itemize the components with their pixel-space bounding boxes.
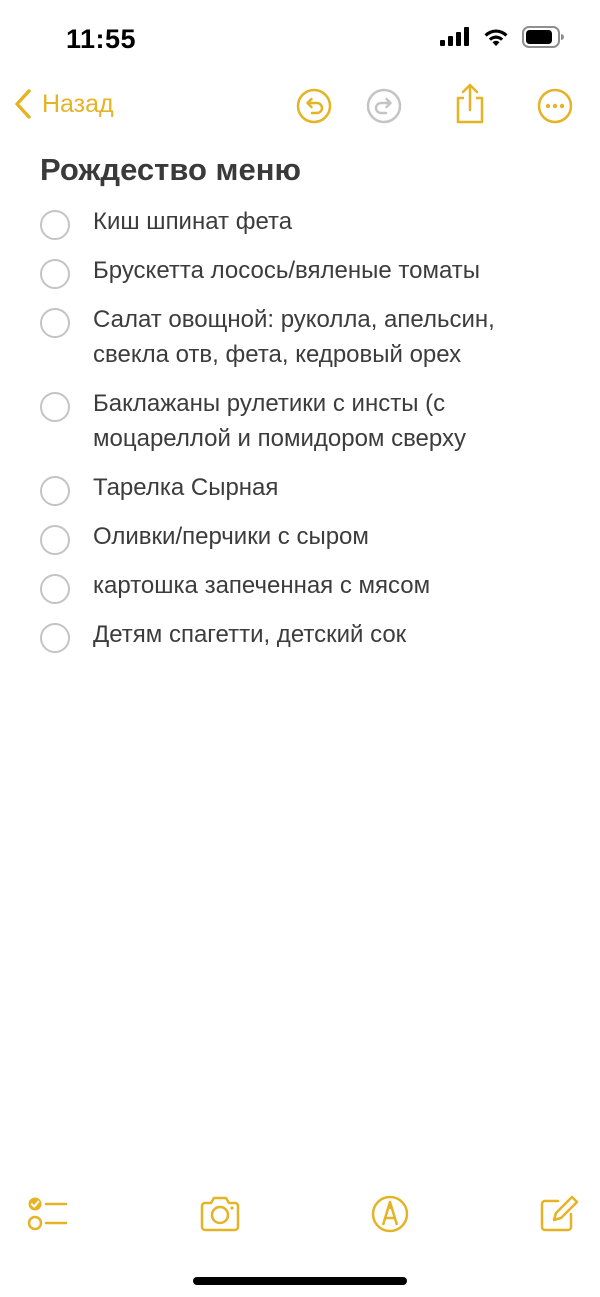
checklist-item-text[interactable]: Баклажаны рулетики с инсты (с моцареллой и помидором сверху	[93, 390, 466, 452]
cellular-signal-icon	[440, 27, 470, 47]
compose-button[interactable]	[536, 1192, 580, 1236]
checklist-item	[0, 568, 600, 603]
checklist-item-text[interactable]: Салат овощной: руколла, апельсин, свекла отв, фета, кедровый орех	[93, 306, 495, 368]
camera-icon	[198, 1192, 242, 1236]
checklist-item	[0, 617, 600, 652]
checklist-item-text[interactable]: Киш шпинат фета	[93, 208, 293, 235]
checklist-item	[0, 204, 600, 239]
markup-pen-icon	[368, 1192, 412, 1236]
checklist	[0, 204, 600, 666]
undo-button[interactable]	[294, 86, 334, 126]
checklist-item	[0, 386, 600, 456]
checkbox-circle-icon[interactable]	[40, 210, 70, 240]
redo-icon	[364, 86, 404, 126]
checkbox-circle-icon[interactable]	[40, 525, 70, 555]
status-time: 11:55	[66, 24, 137, 54]
checklist-icon	[26, 1192, 70, 1236]
camera-button[interactable]	[198, 1192, 242, 1236]
checkbox-circle-icon[interactable]	[40, 623, 70, 653]
checklist-item-text[interactable]: Брускетта лосось/вяленые томаты	[93, 257, 480, 284]
checkbox-circle-icon[interactable]	[40, 308, 70, 338]
note-title[interactable]: Рождество меню	[40, 152, 301, 187]
checklist-item-text[interactable]: картошка запеченная с мясом	[93, 572, 431, 599]
battery-icon	[522, 26, 564, 48]
checklist-item	[0, 470, 600, 505]
back-label: Назад	[42, 89, 114, 118]
chevron-left-icon	[12, 88, 34, 120]
checklist-item	[0, 253, 600, 288]
checklist-item	[0, 519, 600, 554]
checkbox-circle-icon[interactable]	[40, 476, 70, 506]
more-button[interactable]	[535, 86, 575, 126]
nav-bar	[0, 80, 600, 134]
checkbox-circle-icon[interactable]	[40, 259, 70, 289]
checklist-item-text[interactable]: Детям спагетти, детский сок	[93, 621, 407, 648]
more-icon	[535, 86, 575, 126]
checkbox-circle-icon[interactable]	[40, 392, 70, 422]
bottom-toolbar	[0, 1190, 600, 1238]
share-button[interactable]	[450, 82, 490, 122]
checklist-item-text[interactable]: Оливки/перчики с сыром	[93, 523, 369, 550]
checklist-item-text[interactable]: Тарелка Сырная	[93, 474, 279, 501]
share-icon	[450, 82, 490, 126]
redo-button[interactable]	[364, 86, 404, 126]
checklist-button[interactable]	[26, 1192, 70, 1236]
compose-icon	[536, 1192, 580, 1236]
back-button[interactable]	[12, 88, 114, 120]
status-icons	[440, 26, 564, 48]
checklist-item	[0, 302, 600, 372]
home-indicator[interactable]	[193, 1277, 407, 1285]
checkbox-circle-icon[interactable]	[40, 574, 70, 604]
markup-button[interactable]	[368, 1192, 412, 1236]
undo-icon	[294, 86, 334, 126]
wifi-icon	[482, 27, 510, 48]
